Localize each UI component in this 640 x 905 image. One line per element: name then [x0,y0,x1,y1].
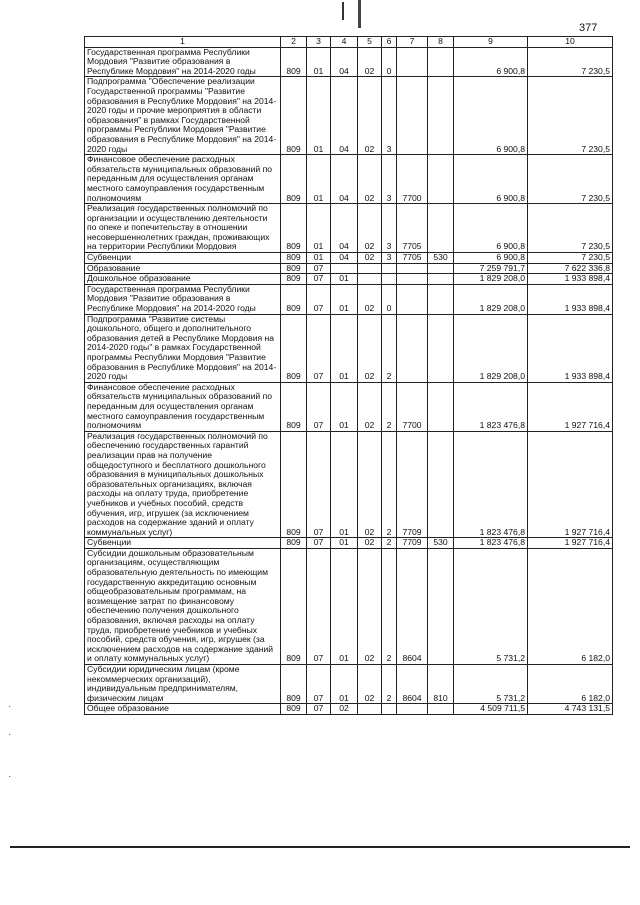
amount-cell: 1 927 716,4 [528,382,613,431]
code-cell: 04 [331,77,358,155]
code-cell [331,263,358,274]
code-cell [428,431,454,538]
page-number: 377 [579,22,598,34]
amount-cell: 1 823 476,8 [454,382,528,431]
col-header: 3 [307,37,331,48]
code-cell: 809 [281,548,307,664]
code-cell: 04 [331,47,358,77]
code-cell [397,47,428,77]
amount-cell: 5 731,2 [454,665,528,704]
row-name-cell: Подпрограмма "Обеспечение реализации Государственной программы "Развитие образования в Республике Мордовия" на 2014-2020 годы и прочие мероприятия в области образования" в рамках Государственной программы Республики Мордовия "Развитие образования в Республике Мордовия" на 2014-2020 годы [85,77,281,155]
code-cell: 530 [428,253,454,264]
table-row [85,431,613,538]
code-cell [397,77,428,155]
code-cell: 01 [331,274,358,285]
code-cell [428,47,454,77]
code-cell: 02 [358,431,382,538]
code-cell: 810 [428,665,454,704]
code-cell: 07 [307,704,331,715]
code-cell [358,704,382,715]
table-row [85,548,613,664]
code-cell [397,274,428,285]
code-cell: 07 [307,431,331,538]
code-cell: 809 [281,47,307,77]
code-cell: 3 [382,204,397,253]
col-header: 7 [397,37,428,48]
amount-cell: 1 927 716,4 [528,538,613,549]
code-cell: 01 [331,548,358,664]
code-cell: 3 [382,253,397,264]
code-cell: 0 [382,284,397,314]
code-cell: 2 [382,382,397,431]
amount-cell: 7 230,5 [528,47,613,77]
code-cell: 2 [382,538,397,549]
code-cell: 01 [331,314,358,382]
code-cell: 02 [358,47,382,77]
col-header: 5 [358,37,382,48]
amount-cell: 1 933 898,4 [528,274,613,285]
col-header: 1 [85,37,281,48]
col-header: 6 [382,37,397,48]
amount-cell: 1 829 208,0 [454,314,528,382]
code-cell [428,284,454,314]
binding-mark [338,0,366,30]
code-cell: 02 [358,538,382,549]
code-cell: 02 [358,204,382,253]
code-cell: 01 [331,284,358,314]
amount-cell: 7 230,5 [528,155,613,204]
page-bottom-rule [10,846,630,848]
row-name-cell: Общее образование [85,704,281,715]
code-cell: 01 [331,431,358,538]
amount-cell: 1 829 208,0 [454,274,528,285]
code-cell: 809 [281,538,307,549]
table-row [85,538,613,549]
row-name-cell: Субсидии дошкольным образовательным организациям, осуществляющим образовательную деятельность по имеющим государственную аккредитацию основным общеобразовательным программам, на возмещение затрат по финансовому обеспечению получения дошкольного образования, включая расходы на оплату труда, приобретение учебников и учебных пособий, средств обучения, игр, игрушек (за исключением расходов на содержание зданий и оплату коммунальных услуг) [85,548,281,664]
code-cell: 3 [382,77,397,155]
header-row [85,37,613,48]
code-cell: 3 [382,155,397,204]
code-cell: 809 [281,274,307,285]
row-name-cell: Финансовое обеспечение расходных обязательств муниципальных образований по переданным для осуществления органам местного самоуправления государственным полномочиям [85,382,281,431]
code-cell: 809 [281,77,307,155]
amount-cell: 1 933 898,4 [528,284,613,314]
code-cell: 2 [382,665,397,704]
amount-cell: 7 230,5 [528,204,613,253]
code-cell: 8604 [397,665,428,704]
code-cell: 07 [307,665,331,704]
row-name-cell: Субвенции [85,538,281,549]
code-cell [382,274,397,285]
table-row [85,47,613,77]
margin-dots: · · · [8,701,12,782]
code-cell [428,314,454,382]
code-cell: 02 [358,77,382,155]
amount-cell: 1 823 476,8 [454,431,528,538]
code-cell [397,704,428,715]
code-cell: 809 [281,155,307,204]
row-name-cell: Реализация государственных полномочий по обеспечению государственных гарантий реализации прав на получение общедоступного и бесплатного дошкольного образования в муниципальных дошкольных образовательных организациях, включая расходы на оплату труда, приобретение учебников и учебных пособий, средств обучения, игр, игрушек (за исключением расходов на содержание зданий и оплату коммунальных услуг) [85,431,281,538]
code-cell [428,548,454,664]
code-cell: 01 [331,538,358,549]
code-cell: 809 [281,431,307,538]
code-cell: 07 [307,382,331,431]
code-cell: 7705 [397,253,428,264]
code-cell: 2 [382,314,397,382]
table-row [85,155,613,204]
code-cell [428,204,454,253]
code-cell [358,263,382,274]
code-cell: 8604 [397,548,428,664]
table-row [85,77,613,155]
code-cell: 7709 [397,538,428,549]
code-cell: 809 [281,314,307,382]
code-cell: 2 [382,431,397,538]
table-row [85,382,613,431]
row-name-cell: Финансовое обеспечение расходных обязательств муниципальных образований по переданным для осуществления органам местного самоуправления государственным полномочиям [85,155,281,204]
code-cell [397,263,428,274]
col-header: 2 [281,37,307,48]
col-header: 9 [454,37,528,48]
amount-cell: 7 259 791,7 [454,263,528,274]
code-cell [428,704,454,715]
row-name-cell: Реализация государственных полномочий по организации и осуществлению деятельности по опеке и попечительству в отношении несовершеннолетних граждан, проживающих на территории Республики Мордовия [85,204,281,253]
col-header: 4 [331,37,358,48]
amount-cell: 6 900,8 [454,155,528,204]
code-cell: 0 [382,47,397,77]
code-cell: 07 [307,263,331,274]
code-cell: 02 [358,284,382,314]
code-cell: 809 [281,704,307,715]
code-cell: 01 [307,204,331,253]
code-cell: 2 [382,548,397,664]
amount-cell: 5 731,2 [454,548,528,664]
code-cell [428,77,454,155]
budget-table [84,36,613,715]
code-cell: 02 [358,665,382,704]
code-cell: 02 [358,314,382,382]
amount-cell: 6 182,0 [528,548,613,664]
table-row [85,284,613,314]
code-cell: 01 [331,382,358,431]
code-cell: 01 [307,155,331,204]
row-name-cell: Субвенции [85,253,281,264]
code-cell [397,314,428,382]
code-cell: 07 [307,274,331,285]
amount-cell: 6 182,0 [528,665,613,704]
row-name-cell: Дошкольное образование [85,274,281,285]
amount-cell: 6 900,8 [454,47,528,77]
amount-cell: 1 933 898,4 [528,314,613,382]
code-cell: 01 [307,77,331,155]
table-row [85,253,613,264]
row-name-cell: Государственная программа Республики Мордовия "Развитие образования в Республике Мордовия" на 2014-2020 годы [85,284,281,314]
code-cell: 01 [331,665,358,704]
code-cell [428,382,454,431]
code-cell: 02 [358,253,382,264]
code-cell: 07 [307,538,331,549]
code-cell: 809 [281,284,307,314]
code-cell: 530 [428,538,454,549]
code-cell: 809 [281,263,307,274]
amount-cell: 7 230,5 [528,77,613,155]
col-header: 8 [428,37,454,48]
row-name-cell: Образование [85,263,281,274]
amount-cell: 1 823 476,8 [454,538,528,549]
code-cell: 02 [358,382,382,431]
code-cell [428,263,454,274]
amount-cell: 7 230,5 [528,253,613,264]
code-cell: 01 [307,47,331,77]
amount-cell: 6 900,8 [454,77,528,155]
table-row [85,263,613,274]
code-cell: 02 [358,155,382,204]
amount-cell: 6 900,8 [454,253,528,264]
amount-cell: 4 743 131,5 [528,704,613,715]
code-cell [428,155,454,204]
row-name-cell: Подпрограмма "Развитие системы дошкольного, общего и дополнительного образования детей в Республике Мордовия на 2014-2020 годы" в рамках Государственной программы Республики Мордовия "Развитие образования в Республике Мордовия" на 2014-2020 годы [85,314,281,382]
code-cell: 809 [281,665,307,704]
code-cell: 04 [331,253,358,264]
code-cell: 02 [358,548,382,664]
table-row [85,274,613,285]
code-cell: 02 [331,704,358,715]
code-cell: 04 [331,155,358,204]
code-cell [382,263,397,274]
row-name-cell: Субсидии юридическим лицам (кроме некоммерческих организаций), индивидуальным предпринимателям, физическим лицам [85,665,281,704]
code-cell [382,704,397,715]
code-cell: 07 [307,314,331,382]
amount-cell: 1 829 208,0 [454,284,528,314]
code-cell: 809 [281,382,307,431]
code-cell: 7709 [397,431,428,538]
code-cell: 7700 [397,382,428,431]
code-cell: 01 [307,253,331,264]
table-body [85,47,613,714]
amount-cell: 4 509 711,5 [454,704,528,715]
code-cell: 07 [307,284,331,314]
code-cell: 809 [281,204,307,253]
amount-cell: 6 900,8 [454,204,528,253]
code-cell: 07 [307,548,331,664]
code-cell: 7705 [397,204,428,253]
code-cell [358,274,382,285]
code-cell [428,274,454,285]
table-row [85,665,613,704]
table-row [85,314,613,382]
table-row [85,704,613,715]
amount-cell: 1 927 716,4 [528,431,613,538]
row-name-cell: Государственная программа Республики Мордовия "Развитие образования в Республике Мордовия" на 2014-2020 годы [85,47,281,77]
col-header: 10 [528,37,613,48]
code-cell: 7700 [397,155,428,204]
amount-cell: 7 622 336,8 [528,263,613,274]
code-cell: 809 [281,253,307,264]
code-cell [397,284,428,314]
code-cell: 04 [331,204,358,253]
table-row [85,204,613,253]
